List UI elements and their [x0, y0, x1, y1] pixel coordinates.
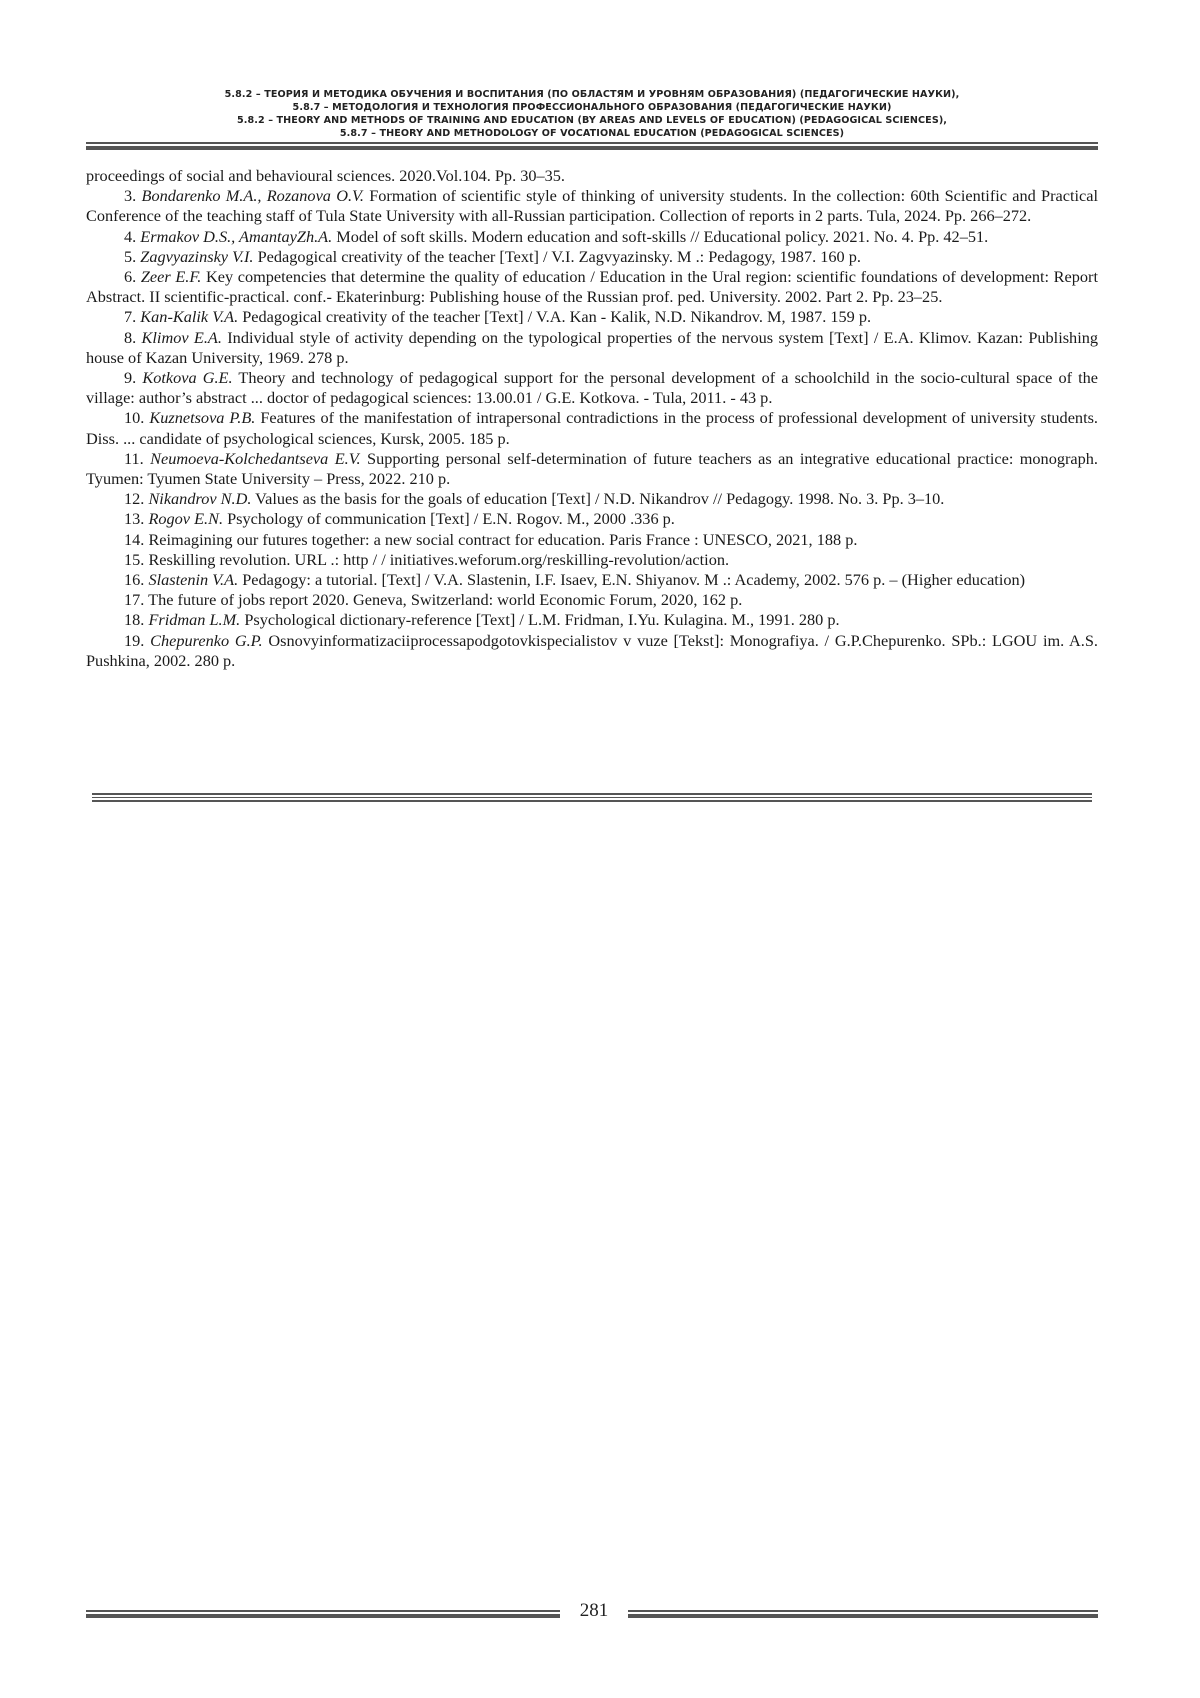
reference-item: [86, 186, 1098, 226]
reference-author: Kuznetsova P.B.: [149, 408, 256, 428]
reference-continuation: proceedings of social and behavioural sciences. 2020.Vol.104. Pp. 30–35.: [86, 166, 565, 185]
reference-author: Kotkova G.E.: [142, 368, 233, 388]
reference-number: 7.: [124, 307, 137, 327]
reference-author: Fridman L.M.: [148, 610, 241, 630]
header-line-1: 5.8.2 – ТЕОРИЯ И МЕТОДИКА ОБУЧЕНИЯ И ВОСПИТАНИЯ (ПО ОБЛАСТЯМ И УРОВНЯМ ОБРАЗОВАНИЯ) (ПЕДАГОГИЧЕСКИЕ НАУКИ),: [224, 89, 960, 100]
header-line-4: 5.8.7 – THEORY AND METHODOLOGY OF VOCATIONAL EDUCATION (PEDAGOGICAL SCIENCES): [339, 128, 845, 139]
reference-item: [86, 631, 1098, 671]
reference-text: Values as the basis for the goals of education [Text] / N.D. Nikandrov // Pedagogy. 1998. No. 3. Pp. 3–10.: [251, 489, 945, 509]
reference-number: 8.: [124, 327, 137, 347]
reference-number: 19.: [124, 630, 145, 650]
reference-text: Osnovyinformatizaciiprocessapodgotovkispecialistov v vuze [Tekst]: Monografiya. / G.P.Chepurenko. SPb.: LGOU im. A.S. Pushkina, 2002. 280 p.: [86, 630, 1099, 670]
section-end-divider: [92, 793, 1092, 802]
reference-number: 14.: [124, 529, 145, 549]
reference-item: [86, 368, 1098, 408]
reference-author: Ermakov D.S., AmantayZh.A.: [140, 226, 333, 246]
reference-text: Reimagining our futures together: a new social contract for education. Paris France : UNESCO, 2021, 188 p.: [148, 529, 858, 549]
reference-list: [86, 166, 1098, 671]
reference-number: 18.: [124, 610, 145, 630]
reference-author: Slastenin V.A.: [148, 570, 239, 590]
running-header: [86, 88, 1098, 140]
reference-text: The future of jobs report 2020. Geneva, Switzerland: world Economic Forum, 2020, 162 p.: [148, 590, 743, 610]
reference-item: [86, 590, 1098, 610]
reference-text: Individual style of activity depending on the typological properties of the nervous system [Text] / E.A. Klimov. Kazan: Publishing house of Kazan University, 1969. 278 p.: [86, 327, 1099, 367]
reference-text: Pedagogical creativity of the teacher [Text] / V.A. Kan - Kalik, N.D. Nikandrov. M, 1987. 159 p.: [238, 307, 872, 327]
reference-text: Psychological dictionary-reference [Text] / L.M. Fridman, I.Yu. Kulagina. M., 1991. 280 p.: [240, 610, 840, 630]
reference-number: 16.: [124, 570, 145, 590]
reference-item: [86, 328, 1098, 368]
reference-number: 3.: [124, 186, 137, 206]
reference-text: Pedagogical creativity of the teacher [Text] / V.I. Zagvyazinsky. M .: Pedagogy, 1987. 160 p.: [253, 246, 861, 266]
header-line-3: 5.8.2 – THEORY AND METHODS OF TRAINING AND EDUCATION (BY AREAS AND LEVELS OF EDUCATION) (PEDAGOGICAL SCIENCES),: [236, 115, 948, 126]
reference-text: Pedagogy: a tutorial. [Text] / V.A. Slastenin, I.F. Isaev, E.N. Shiyanov. M .: Academy, 2002. 576 p. – (Higher education): [238, 570, 1026, 590]
reference-item: [86, 408, 1098, 448]
footer-rule-left: [86, 1610, 560, 1618]
reference-number: 9.: [124, 368, 137, 388]
reference-item: [86, 610, 1098, 630]
header-line-2: 5.8.7 – МЕТОДОЛОГИЯ И ТЕХНОЛОГИЯ ПРОФЕССИОНАЛЬНОГО ОБРАЗОВАНИЯ (ПЕДАГОГИЧЕСКИЕ НАУКИ): [292, 102, 892, 113]
reference-number: 17.: [124, 590, 145, 610]
reference-number: 6.: [124, 267, 137, 287]
reference-author: Bondarenko M.A., Rozanova O.V.: [141, 186, 364, 206]
reference-item: [86, 307, 1098, 327]
reference-author: Klimov E.A.: [141, 327, 222, 347]
reference-text: Psychology of communication [Text] / E.N. Rogov. M., 2000 .336 p.: [223, 509, 675, 529]
reference-author: Rogov E.N.: [148, 509, 224, 529]
reference-number: 11.: [124, 448, 144, 468]
page-number: 281: [579, 1600, 609, 1621]
reference-author: Neumoeva-Kolchedantseva E.V.: [150, 448, 361, 468]
reference-item: [86, 550, 1098, 570]
reference-number: 15.: [124, 549, 145, 569]
reference-number: 10.: [124, 408, 145, 428]
reference-number: 12.: [124, 489, 145, 509]
reference-text: Features of the manifestation of intrapersonal contradictions in the process of professional development of university students. Diss. ... candidate of psychological sciences, Kursk, 2005. 185 p.: [86, 408, 1098, 448]
reference-items: [86, 186, 1098, 671]
reference-text: Supporting personal self-determination of future teachers as an integrative educational practice: monograph. Tyumen: Tyumen State University – Press, 2022. 210 p.: [86, 448, 1098, 489]
reference-author: Zagvyazinsky V.I.: [140, 246, 254, 266]
reference-item: [86, 509, 1098, 529]
reference-item: [86, 247, 1098, 267]
reference-item: [86, 489, 1098, 509]
reference-item: [86, 570, 1098, 590]
header-divider: [86, 142, 1098, 150]
reference-text: Model of soft skills. Modern education and soft-skills // Educational policy. 2021. No. 4. Pp. 42–51.: [332, 226, 989, 246]
reference-author: Chepurenko G.P.: [150, 630, 263, 650]
footer-rule-right: [628, 1610, 1098, 1618]
reference-item: [86, 530, 1098, 550]
reference-text: Reskilling revolution. URL .: http / / initiatives.weforum.org/reskilling-revolution/action.: [148, 549, 730, 569]
reference-item: [86, 227, 1098, 247]
reference-number: 4.: [124, 226, 137, 246]
reference-item: [86, 449, 1098, 489]
reference-number: 5.: [124, 246, 137, 266]
reference-author: Kan-Kalik V.A.: [140, 307, 239, 327]
reference-author: Zeer E.F.: [140, 267, 202, 287]
reference-author: Nikandrov N.D.: [148, 489, 252, 509]
reference-item: [86, 267, 1098, 307]
reference-text: Key competencies that determine the quality of education / Education in the Ural region: scientific foundations of development: Report Abstract. II scientific-practical. conf.- Ekaterinburg: Publishing house of the Russian prof. ped. University. 2002. Part 2. Pp. 23–25.: [86, 267, 1098, 307]
reference-text: Theory and technology of pedagogical support for the personal development of a schoolchild in the socio-cultural space of the village: author’s abstract ... doctor of pedagogical sciences: 13.00.01 / G.E. Kotkova. - Tula, 2011. - 43 p.: [86, 368, 1099, 408]
reference-text: Formation of scientific style of thinking of university students. In the collection: 60th Scientific and Practical Conference of the teaching staff of Tula State University with all-Russian participation. Collection of reports in 2 parts. Tula, 2024. Pp. 266–272.: [86, 186, 1098, 226]
reference-number: 13.: [124, 509, 145, 529]
